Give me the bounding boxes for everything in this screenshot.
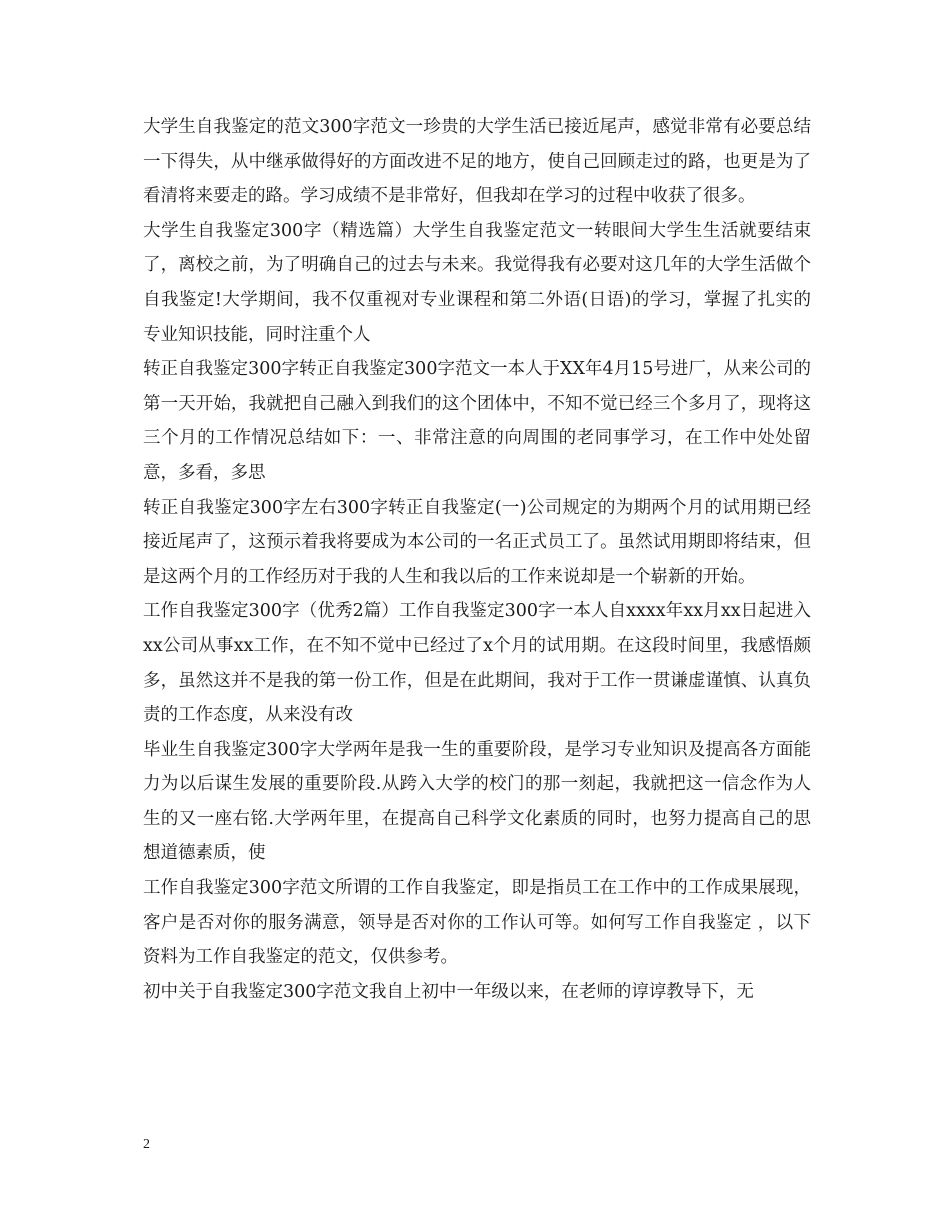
paragraph-probation-assessment: 转正自我鉴定300字转正自我鉴定300字范文一本人于XX年4月15号进厂，从来公司的第一天开始，我就把自己融入到我们的这个团体中，不知不觉已经三个多月了，现将这三个月的工作情况总结如下：一、非常注意的向周围的老同事学习，在工作中处处留意，多看，多思 (143, 359, 811, 483)
paragraph-junior-high-assessment: 初中关于自我鉴定300字范文我自上初中一年级以来，在老师的谆谆教导下，无 (143, 981, 754, 1002)
paragraph-university-selected: 大学生自我鉴定300字（精选篇）大学生自我鉴定范文一转眼间大学生生活就要结束了，离校之前，为了明确自己的过去与未来。我觉得我有必要对这几年的大学生活做个自我鉴定!大学期间，我不仅重视对专业课程和第二外语(日语)的学习，掌握了扎实的专业知识技能，同时注重个人 (143, 220, 811, 345)
paragraph-work-assessment-sample: 工作自我鉴定300字范文所谓的工作自我鉴定，即是指员工在工作中的工作成果展现，客户是否对你的服务满意，领导是否对你的工作认可等。如何写工作自我鉴定 ，以下资料为工作自我鉴定的范文，仅供参考。 (143, 878, 811, 968)
paragraph-probation-two-months: 转正自我鉴定300字左右300字转正自我鉴定(一)公司规定的为期两个月的试用期已经接近尾声了，这预示着我将要成为本公司的一名正式员工了。虽然试用期即将结束，但是这两个月的工作经历对于我的人生和我以后的工作来说却是一个崭新的开始。 (143, 497, 811, 587)
paragraph-graduate-assessment: 毕业生自我鉴定300字大学两年是我一生的重要阶段，是学习专业知识及提高各方面能力为以后谋生发展的重要阶段.从跨入大学的校门的那一刻起，我就把这一信念作为人生的又一座右铭.大学两年里，在提高自己科学文化素质的同时，也努力提高自己的思想道德素质，使 (143, 739, 811, 864)
page-number: 2 (143, 1137, 150, 1152)
paragraph-work-assessment-excellent: 工作自我鉴定300字（优秀2篇）工作自我鉴定300字一本人自xxxx年xx月xx日起进入xx公司从事xx工作，在不知不觉中已经过了x个月的试用期。在这段时间里，我感悟颇多，虽然这并不是我的第一份工作，但是在此期间，我对于工作一贯谦虚谨慎、认真负责的工作态度，从来没有改 (143, 601, 811, 726)
document-body (143, 110, 811, 1009)
paragraph-university-self-assessment: 大学生自我鉴定的范文300字范文一珍贵的大学生活已接近尾声，感觉非常有必要总结一下得失，从中继承做得好的方面改进不足的地方，使自己回顾走过的路，也更是为了看清将来要走的路。学习成绩不是非常好，但我却在学习的过程中收获了很多。 (143, 117, 811, 207)
